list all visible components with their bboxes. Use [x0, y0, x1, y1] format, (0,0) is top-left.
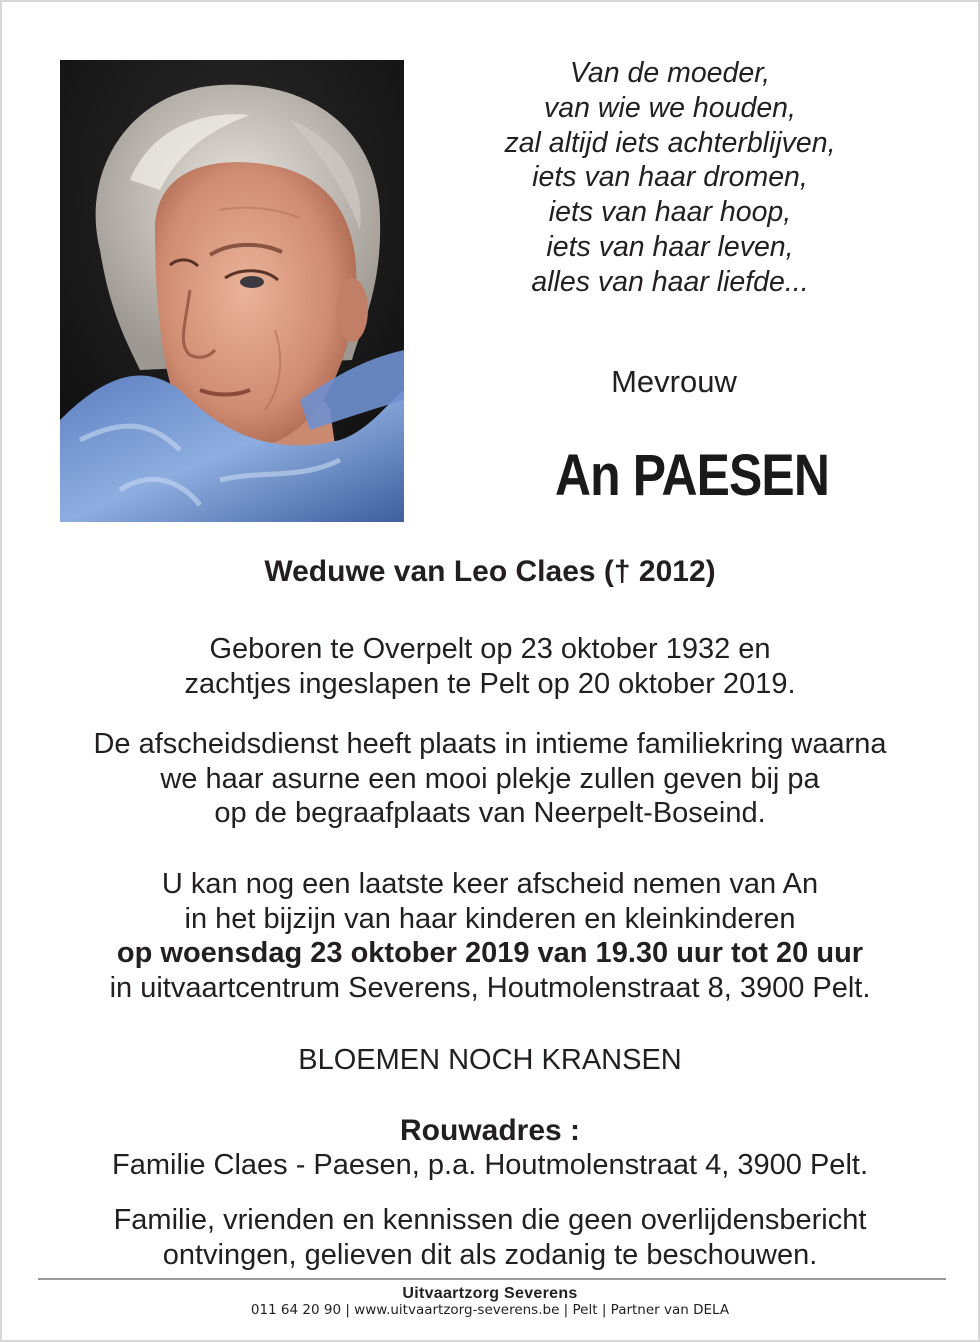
poem-line: iets van haar dromen,	[532, 161, 808, 194]
service-line: op de begraafplaats van Neerpelt-Boseind.	[214, 797, 766, 829]
service-info	[2, 727, 978, 831]
visitation-info	[2, 867, 978, 1005]
visitation-date: op woensdag 23 oktober 2019 van 19.30 uur tot 20 uur	[116, 937, 864, 969]
poem-line: van wie we houden,	[544, 91, 796, 124]
visitation-location: in uitvaartcentrum Severens, Houtmolenstraat 8, 3900 Pelt.	[109, 971, 871, 1004]
mourning-address-line: Familie Claes - Paesen, p.a. Houtmolenstraat 4, 3900 Pelt.	[112, 1149, 868, 1181]
mourning-address	[2, 1148, 978, 1183]
portrait-illustration	[60, 60, 404, 522]
poem-line: iets van haar leven,	[546, 230, 794, 263]
birth-info	[2, 632, 978, 701]
poem-line: zal altijd iets achterblijven,	[504, 126, 836, 159]
birth-line: zachtjes ingeslapen te Pelt op 20 oktober 2019.	[184, 667, 796, 700]
poem-line: Van de moeder,	[569, 57, 771, 89]
visitation-line: U kan nog een laatste keer afscheid nemen van An	[161, 868, 819, 900]
funeral-home-contact: 011 64 20 90 | www.uitvaartzorg-severens.be | Pelt | Partner van DELA	[250, 1302, 730, 1318]
closing-notice	[2, 1203, 978, 1272]
poem-line: alles van haar liefde...	[531, 265, 809, 298]
birth-line: Geboren te Overpelt op 23 oktober 1932 en	[209, 633, 771, 665]
salutation: Mevrouw	[611, 364, 737, 399]
deceased-name: An PAESEN	[554, 443, 830, 508]
poem	[442, 56, 898, 300]
mourning-address-title: Rouwadres :	[399, 1114, 581, 1147]
poem-line: iets van haar hoop,	[548, 196, 792, 229]
footer-divider	[38, 1278, 946, 1280]
closing-notice-line: Familie, vrienden en kennissen die geen overlijdensbericht	[113, 1204, 867, 1236]
flowers-notice: BLOEMEN NOCH KRANSEN	[298, 1044, 682, 1076]
service-line: we haar asurne een mooi plekje zullen geven bij pa	[160, 762, 820, 795]
visitation-line: in het bijzijn van haar kinderen en kleinkinderen	[184, 902, 796, 935]
portrait-photo	[60, 60, 404, 522]
funeral-home-name: Uitvaartzorg Severens	[402, 1285, 578, 1302]
closing-notice-line: ontvingen, gelieven dit als zodanig te beschouwen.	[162, 1238, 818, 1271]
widow-line: Weduwe van Leo Claes († 2012)	[264, 555, 716, 588]
service-line: De afscheidsdienst heeft plaats in intieme familiekring waarna	[93, 728, 887, 760]
